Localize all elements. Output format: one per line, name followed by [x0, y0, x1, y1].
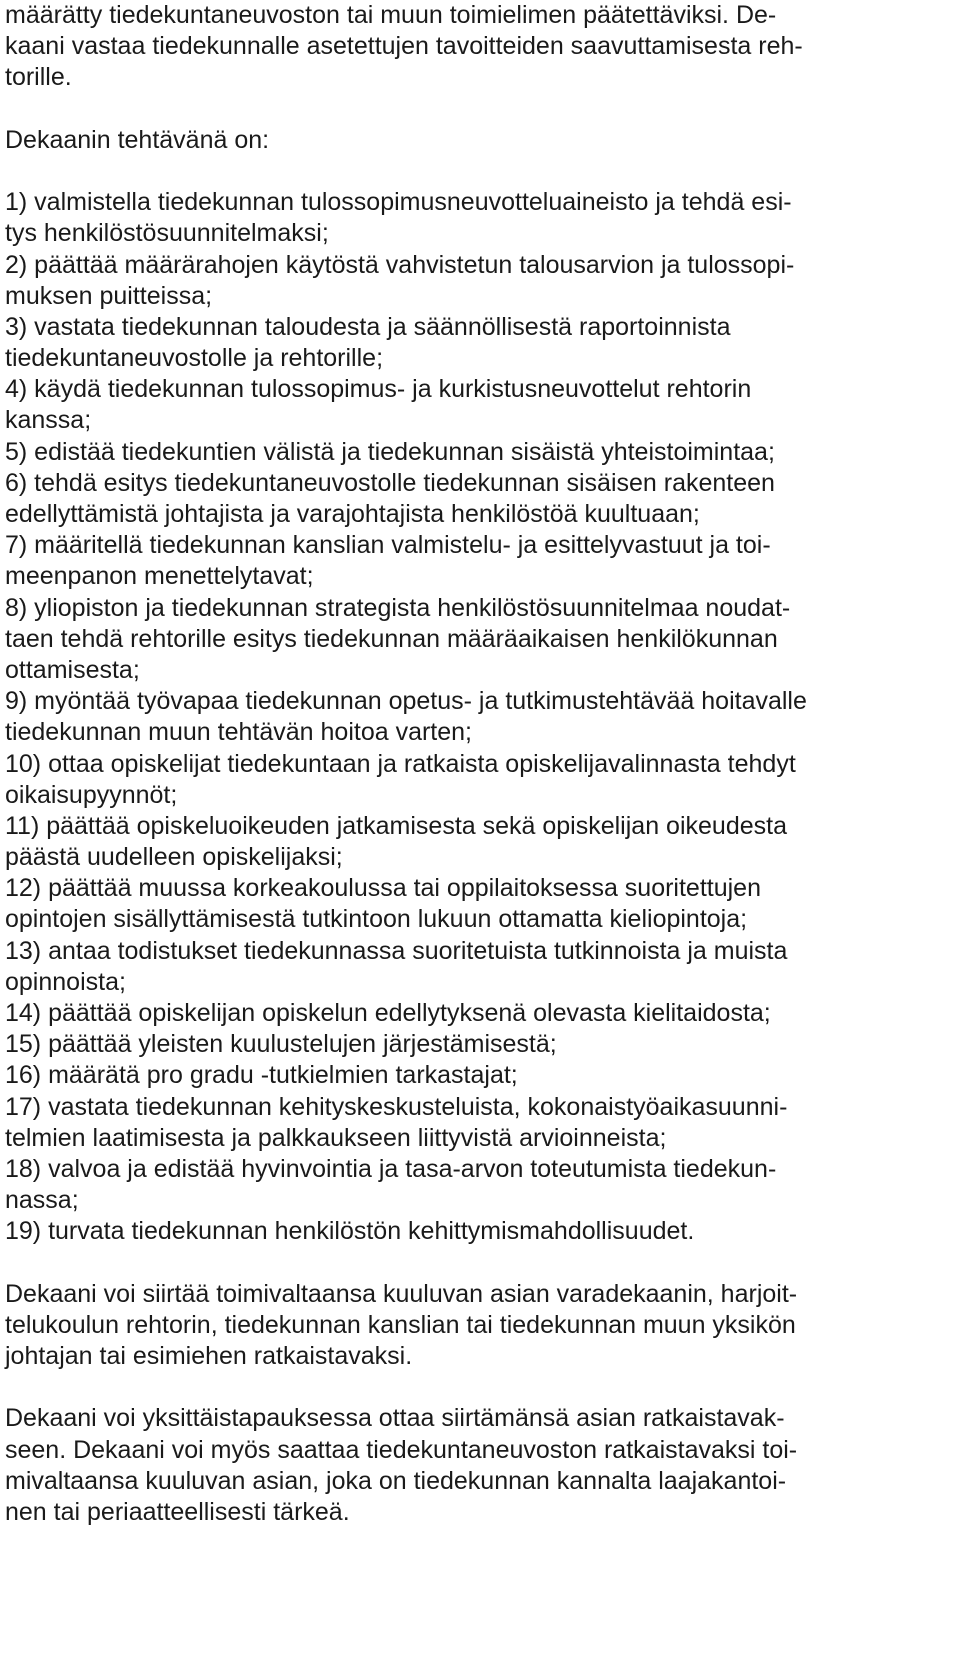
list-item-line: 2) päättää määrärahojen käytöstä vahvistetun talousarvion ja tulossopi-	[5, 250, 795, 279]
text-line: Dekaani voi yksittäistapauksessa ottaa siirtämänsä asian ratkaistavak-	[5, 1404, 785, 1433]
list-item-line: edellyttämistä johtajista ja varajohtajista henkilöstöä kuultuaan;	[5, 500, 700, 528]
document-page	[5, 0, 955, 1528]
list-item-line: 12) päättää muussa korkeakoulussa tai oppilaitoksessa suoritettujen	[5, 874, 761, 903]
list-item-line: 6) tehdä esitys tiedekuntaneuvostolle tiedekunnan sisäisen rakenteen	[5, 468, 775, 497]
text-line: Dekaani voi siirtää toimivaltaansa kuuluvan asian varadekaanin, harjoit-	[5, 1279, 798, 1308]
list-item-line: 17) vastata tiedekunnan kehityskeskusteluista, kokonaistyöaikasuunni-	[5, 1092, 788, 1121]
list-item-line: muksen puitteissa;	[5, 281, 213, 310]
list-item-line: 18) valvoa ja edistää hyvinvointia ja tasa-arvon toteutumista tiedekun-	[5, 1154, 777, 1183]
paragraph-spacer	[5, 156, 955, 187]
list-item-line: 8) yliopiston ja tiedekunnan strategista henkilöstösuunnitelmaa noudat-	[5, 593, 791, 622]
list-item-line: opintojen sisällyttämisestä tutkintoon lukuun ottamatta kieliopintoja;	[5, 905, 748, 934]
text-line: torille.	[5, 63, 72, 92]
list-item-line: 10) ottaa opiskelijat tiedekuntaan ja ratkaista opiskelijavalinnasta tehdyt	[5, 749, 796, 778]
paragraph-spacer	[5, 1372, 955, 1403]
list-item-line: 5) edistää tiedekuntien välistä ja tiedekunnan sisäistä yhteistoimintaa;	[5, 437, 775, 466]
list-item-line: 15) päättää yleisten kuulustelujen järjestämisestä;	[5, 1030, 557, 1059]
text-line: mivaltaansa kuuluvan asian, joka on tiedekunnan kannalta laajakantoi-	[5, 1466, 787, 1495]
text-line: nen tai periaatteellisesti tärkeä.	[5, 1498, 350, 1526]
list-item-line: 16) määrätä pro gradu -tutkielmien tarkastajat;	[5, 1061, 518, 1090]
list-item-line: tiedekunnan muun tehtävän hoitoa varten;	[5, 718, 473, 747]
list-item-line: nassa;	[5, 1186, 79, 1215]
list-item-line: 4) käydä tiedekunnan tulossopimus- ja kurkistusneuvottelut rehtorin	[5, 375, 752, 404]
list-item-line: opinnoista;	[5, 967, 126, 996]
list-item-line: 13) antaa todistukset tiedekunnassa suoritetuista tutkinnoista ja muista	[5, 936, 788, 965]
list-item-line: ottamisesta;	[5, 655, 140, 684]
list-item-line: 1) valmistella tiedekunnan tulossopimusneuvotteluaineisto ja tehdä esi-	[5, 188, 792, 217]
list-item-line: 19) turvata tiedekunnan henkilöstön kehittymismahdollisuudet.	[5, 1217, 695, 1246]
delegation-paragraph	[5, 1279, 955, 1373]
list-item-line: 9) myöntää työvapaa tiedekunnan opetus- ja tutkimustehtävää hoitavalle	[5, 687, 807, 716]
list-item-line: kanssa;	[5, 406, 92, 435]
list-item-line: tys henkilöstösuunnitelmaksi;	[5, 219, 329, 248]
text-line: seen. Dekaani voi myös saattaa tiedekuntaneuvoston ratkaistavaksi toi-	[5, 1435, 798, 1464]
list-item-line: meenpanon menettelytavat;	[5, 562, 314, 591]
duties-list	[5, 187, 955, 1247]
recall-paragraph	[5, 1403, 955, 1528]
text-line: määrätty tiedekuntaneuvoston tai muun toimielimen päätettäviksi. De-	[5, 1, 777, 29]
list-item-line: 7) määritellä tiedekunnan kanslian valmistelu- ja esittelyvastuut ja toi-	[5, 531, 771, 560]
list-item-line: 3) vastata tiedekunnan taloudesta ja säännöllisestä raportoinnista	[5, 312, 731, 341]
list-item-line: päästä uudelleen opiskelijaksi;	[5, 843, 343, 872]
text-line: Dekaanin tehtävänä on:	[5, 125, 270, 154]
duties-heading	[5, 125, 955, 156]
text-line: johtajan tai esimiehen ratkaistavaksi.	[5, 1342, 413, 1371]
list-item-line: telmien laatimisesta ja palkkaukseen liittyvistä arvioinneista;	[5, 1123, 667, 1152]
list-item-line: tiedekuntaneuvostolle ja rehtorille;	[5, 344, 384, 373]
list-item-line: taen tehdä rehtorille esitys tiedekunnan määräaikaisen henkilökunnan	[5, 624, 778, 653]
list-item-line: 14) päättää opiskelijan opiskelun edellytyksenä olevasta kielitaidosta;	[5, 999, 771, 1027]
text-line: telukoulun rehtorin, tiedekunnan kanslian tai tiedekunnan muun yksikön	[5, 1310, 796, 1339]
paragraph-spacer	[5, 1248, 955, 1279]
paragraph-spacer	[5, 94, 955, 125]
text-line: kaani vastaa tiedekunnalle asetettujen tavoitteiden saavuttamisesta reh-	[5, 32, 803, 61]
intro-paragraph	[5, 0, 955, 94]
list-item-line: oikaisupyynnöt;	[5, 780, 178, 809]
list-item-line: 11) päättää opiskeluoikeuden jatkamisesta sekä opiskelijan oikeudesta	[5, 811, 787, 840]
